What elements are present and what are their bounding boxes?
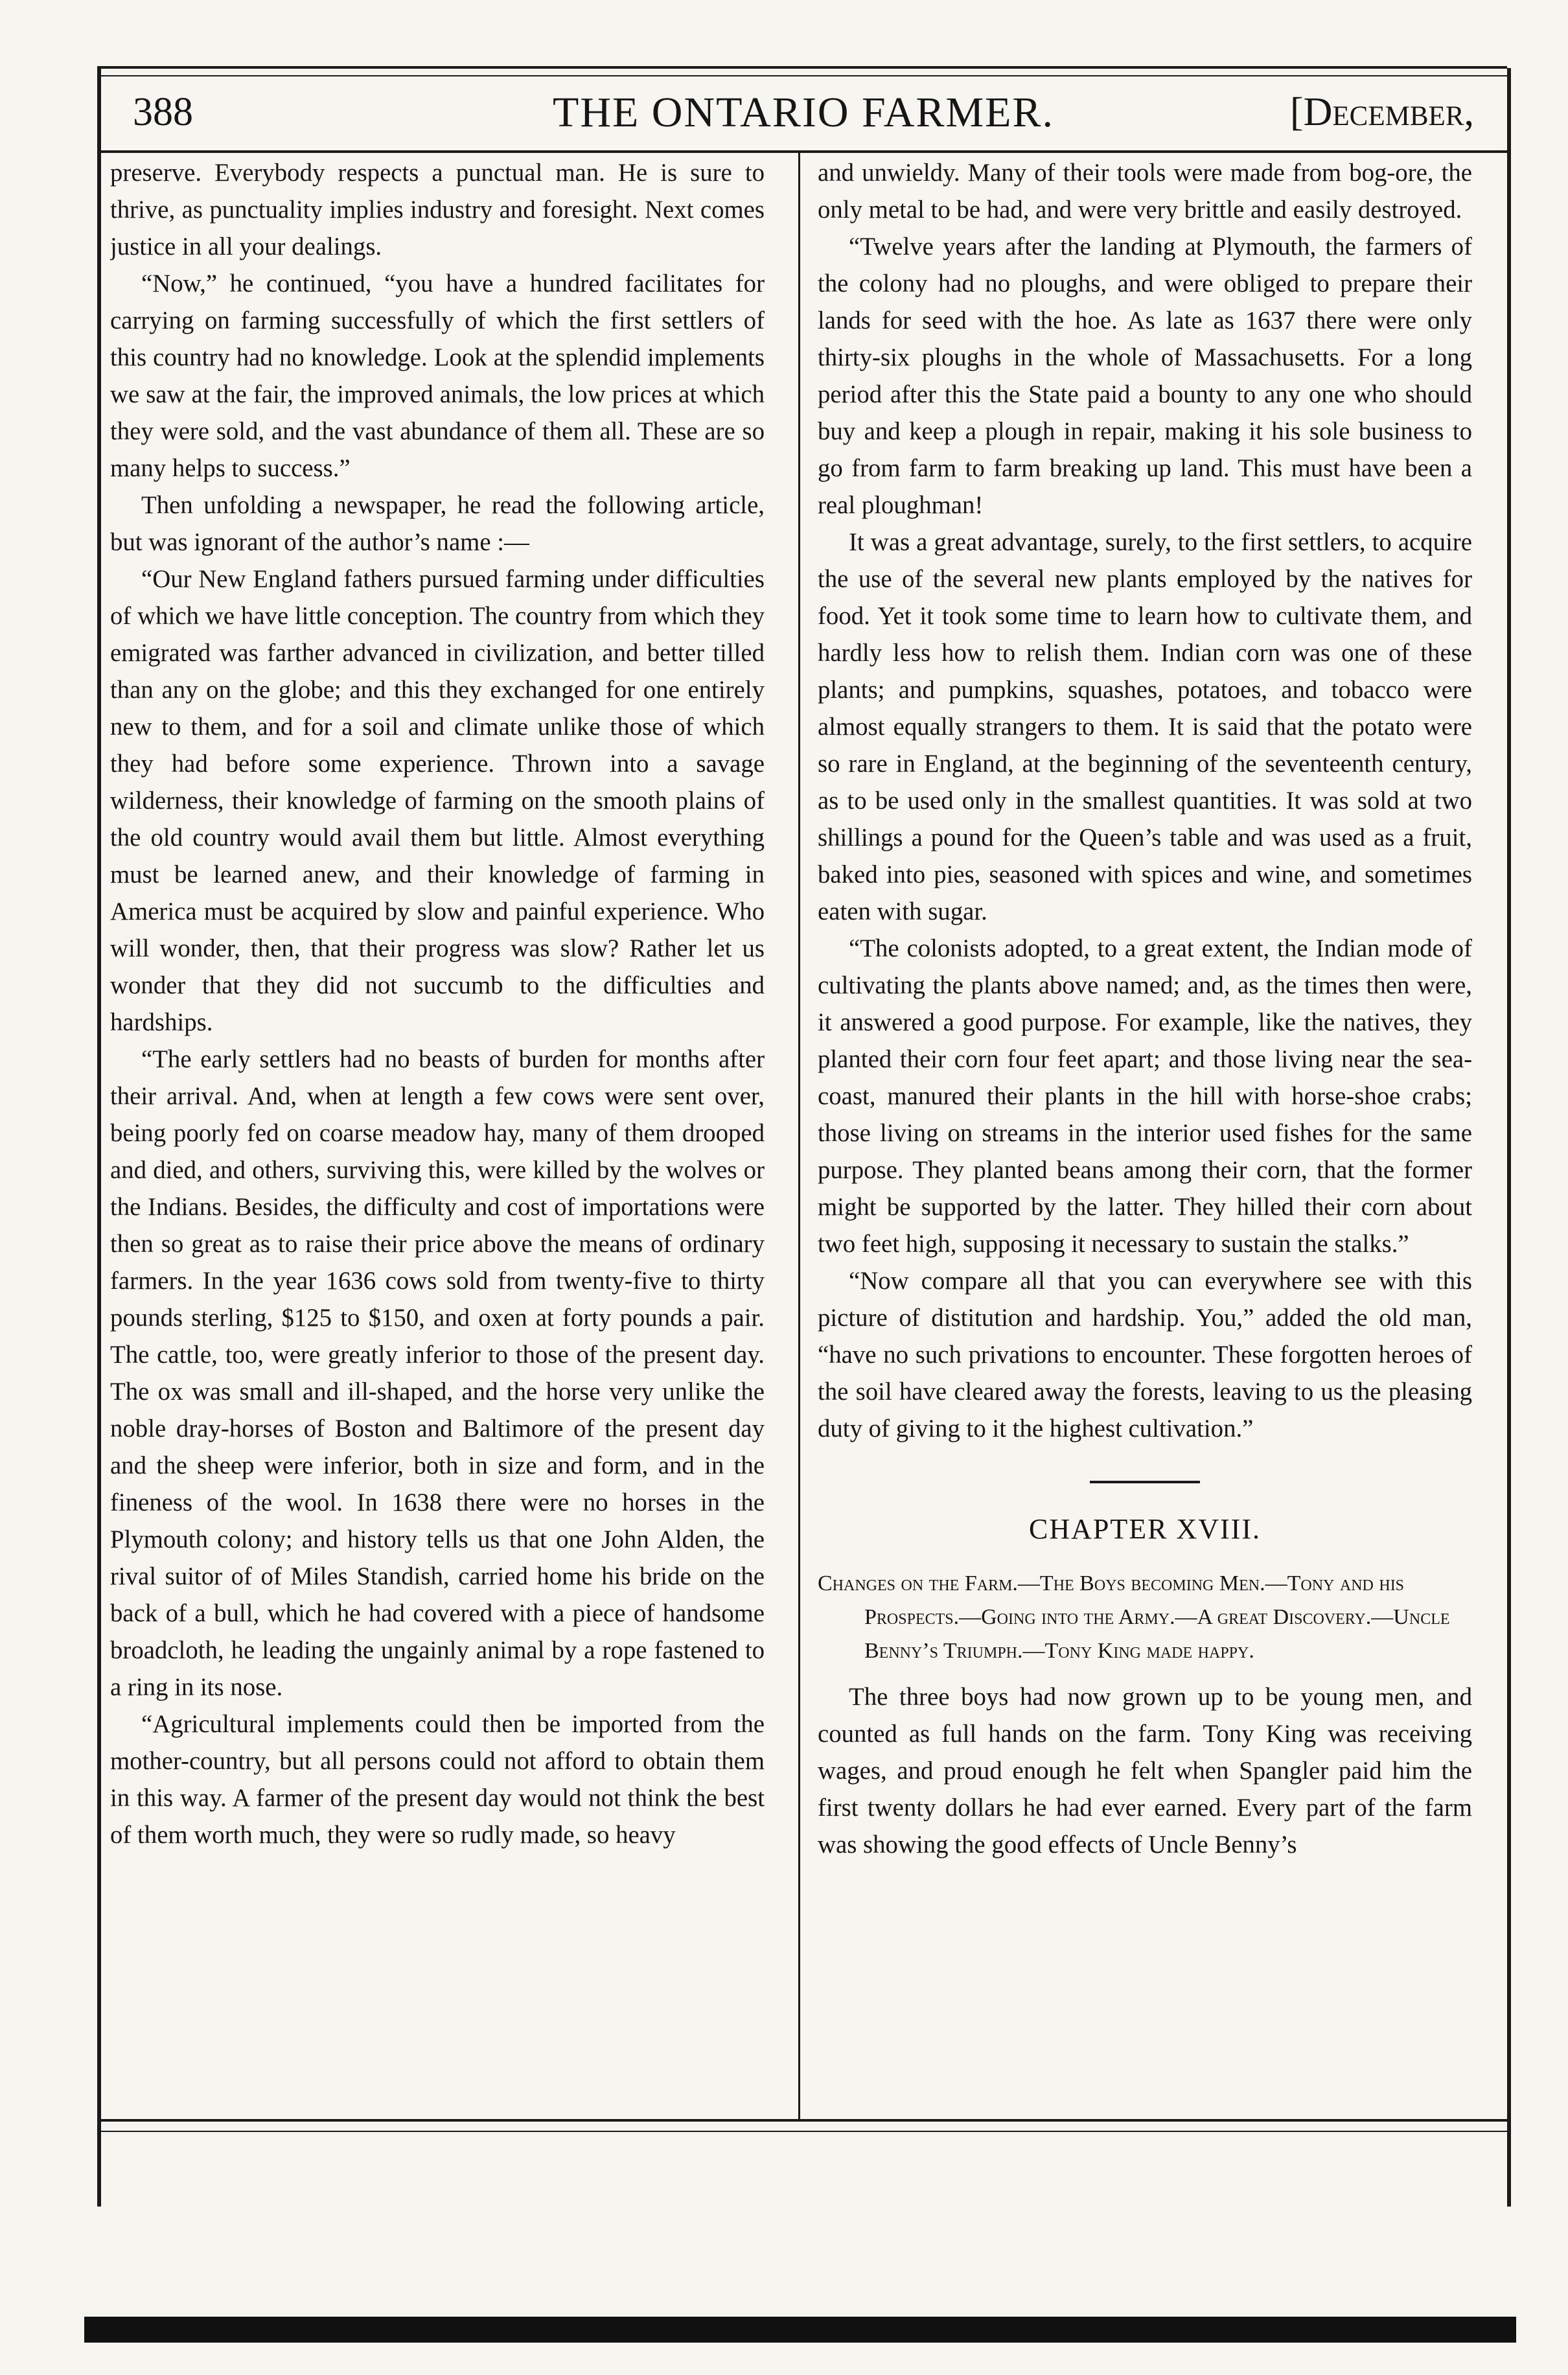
left-column (110, 154, 765, 2111)
page-number: 388 (133, 90, 193, 134)
chapter-opening-paragraph: The three boys had now grown up to be young men, and counted as full hands on the farm. Tony King was receiving wages, and proud enough he felt when Spangler paid him the first twenty dollars he had ever earned. Every part of the farm was showing the good effects of Uncle Benny’s (818, 1683, 1472, 1859)
right-column (818, 154, 1472, 2111)
bottom-rule (97, 2119, 1507, 2122)
chapter-title: CHAPTER XVIII. (1029, 1513, 1261, 1545)
header-rule (97, 150, 1507, 153)
bottom-rule-thin (97, 2131, 1507, 2132)
paragraph: “Now,” he continued, “you have a hundred facilitates for carrying on farming successfully of which the first settlers of this country had no knowledge. Look at the splendid implements we saw at the fair, the improved animals, the low prices at which they were sold, and the vast abundance of them all. These are so many helps to success.” (110, 270, 765, 482)
paragraph: “The colonists adopted, to a great extent, the Indian mode of cultivating the plants above named; and, as the times then were, it answered a good purpose. For example, like the natives, they planted their corn four feet apart; and those living near the sea-coast, manured their plants in the hill with horse-shoe crabs; those living on streams in the interior used fishes for the same purpose. They planted beans among their corn, that the former might be supported by the latter. They hilled their corn about two feet high, supposing it necessary to sustain the stalks.” (818, 934, 1472, 1258)
column-divider (798, 150, 800, 2120)
paragraph: “The early settlers had no beasts of burden for months after their arrival. And, when at length a few cows were sent over, being poorly fed on coarse meadow hay, many of them drooped and died, and others, surviving this, were killed by the wolves or the Indians. Besides, the difficulty and cost of importations were then so great as to raise their price above the means of ordinary farmers. In the year 1636 cows sold from twenty-five to thirty pounds sterling, $125 to $150, and oxen at forty pounds a pair. The cattle, too, were greatly inferior to those of the present day. The ox was small and ill-shaped, and the horse very unlike the noble dray-horses of Boston and Baltimore of the present day and the sheep were inferior, both in size and form, and in the fineness of the wool. In 1638 there were no horses in the Plymouth colony; and history tells us that one John Alden, the rival suitor of of Miles Standish, carried home his bride on the back of a bull, which he had covered with a piece of handsome broadcloth, he leading the ungainly animal by a rope fastened to a ring in its nose. (110, 1045, 765, 1701)
top-rule-thin (97, 75, 1507, 76)
paragraph: It was a great advantage, surely, to the first settlers, to acquire the use of the several new plants employed by the natives for food. Yet it took some time to learn how to cultivate them, and hardly less how to relish them. Indian corn was one of these plants; and pumpkins, squashes, potatoes, and tobacco were almost equally strangers to them. It is said that the potato were so rare in England, at the beginning of the seventeenth century, as to be used only in the smallest quantities. It was sold at two shillings a pound for the Queen’s table and was used as a fruit, baked into pies, seasoned with spices and wine, and sometimes eaten with sugar. (818, 528, 1472, 925)
chapter-rule (1090, 1481, 1200, 1483)
paragraph: “Twelve years after the landing at Plymouth, the farmers of the colony had no ploughs, and were obliged to prepare their lands for seed with the hoe. As late as 1637 there were only thirty-six ploughs in the whole of Massachusetts. For a long period after this the State paid a bounty to any one who should buy and keep a plough in repair, making it his sole business to go from farm to farm breaking up land. This must have been a real ploughman! (818, 233, 1472, 519)
paragraph: “Agricultural implements could then be imported from the mother-country, but all persons could not afford to obtain them in this way. A farmer of the present day would not think the best of them worth much, they were so rudly made, so heavy (110, 1710, 765, 1849)
journal-title: THE ONTARIO FARMER. (553, 89, 1054, 136)
paragraph: “Our New England fathers pursued farming under difficulties of which we have little conception. The country from which they emigrated was farther advanced in civilization, and better tilled than any on the globe; and this they exchanged for one entirely new to them, and for a soil and climate unlike those of which they had before some experience. Thrown into a savage wilderness, their knowledge of farming on the smooth plains of the old country would avail them but little. Almost everything must be learned anew, and their knowledge of farming in America must be acquired by slow and painful experience. Who will wonder, then, that their progress was slow? Rather let us wonder that they did not succumb to the difficulties and hardships. (110, 565, 765, 1036)
scan-edge-bar (84, 2317, 1516, 2343)
paragraph: preserve. Everybody respects a punctual man. He is sure to thrive, as punctuality implies industry and foresight. Next comes justice in all your dealings. (110, 159, 765, 261)
paragraph: and unwieldy. Many of their tools were made from bog-ore, the only metal to be had, and were very brittle and easily destroyed. (818, 159, 1472, 224)
chapter-synopsis: Changes on the Farm.—The Boys becoming Men.—Tony and his Prospects.—Going into the Army.—A great Discovery.—Uncle Benny’s Triumph.—Tony King made happy. (818, 1571, 1450, 1663)
paragraph: Then unfolding a newspaper, he read the following article, but was ignorant of the author’s name :— (110, 491, 765, 556)
paragraph: “Now compare all that you can everywhere see with this picture of distitution and hardship. You,” added the old man, “have no such privations to encounter. These forgotten heroes of the soil have cleared away the forests, leaving to us the pleasing duty of giving to it the highest cultivation.” (818, 1267, 1472, 1442)
issue-month: [December, (1290, 90, 1474, 134)
running-header (133, 83, 1474, 154)
top-rule (97, 66, 1507, 69)
